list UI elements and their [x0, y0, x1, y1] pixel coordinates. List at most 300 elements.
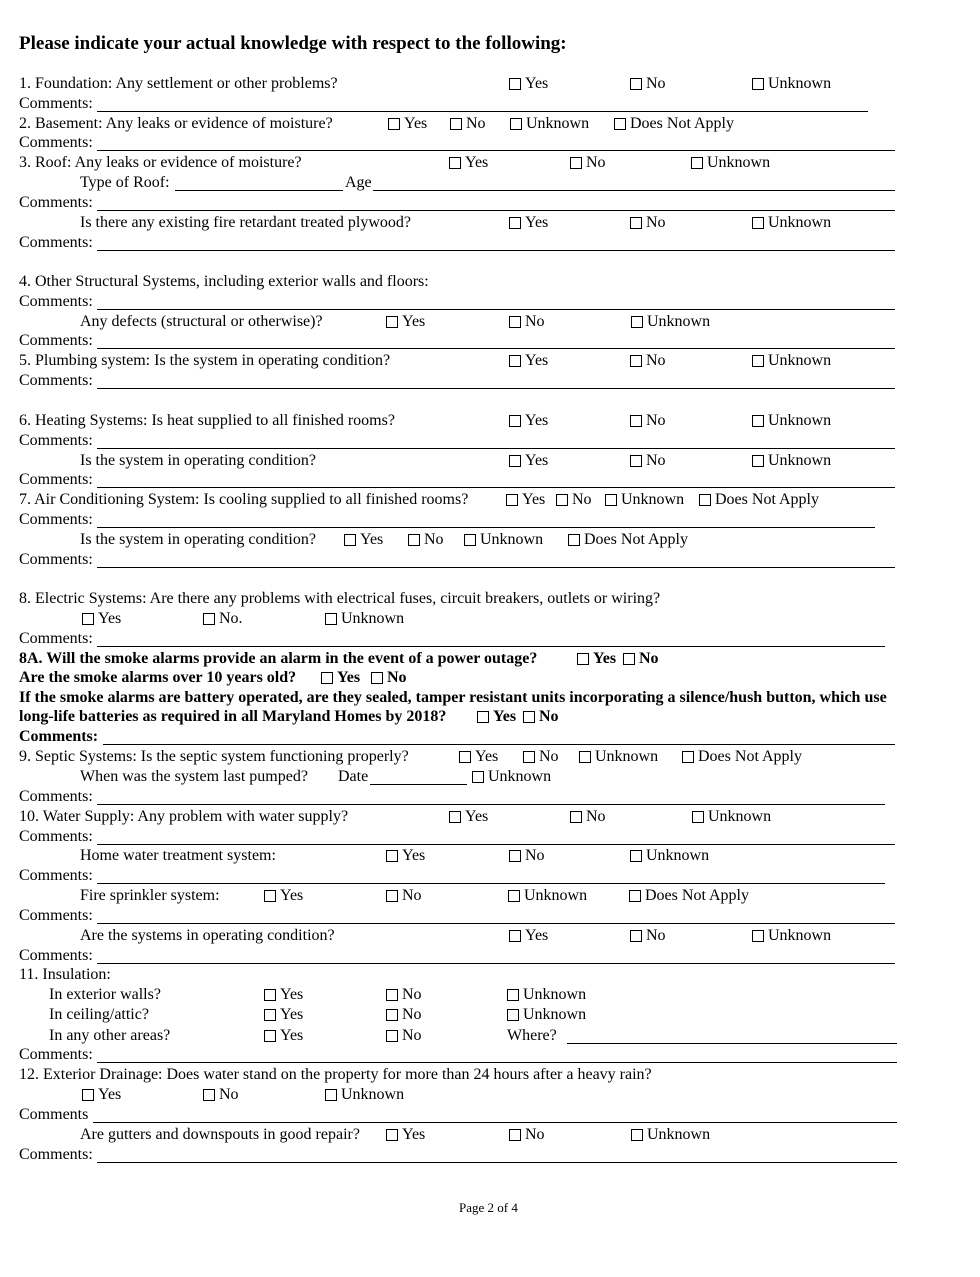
checkbox-icon[interactable]	[264, 989, 276, 1001]
q7-operating-question: Is the system in operating condition?	[80, 531, 316, 548]
checkbox-icon[interactable]	[752, 78, 764, 90]
checkbox-icon[interactable]	[477, 711, 489, 723]
checkbox-label: Yes	[525, 927, 549, 944]
q10-sprinkler-comments-line[interactable]	[97, 923, 895, 924]
q10-operating-question: Are the systems in operating condition?	[80, 927, 335, 944]
checkbox-label: Yes	[593, 650, 617, 667]
q4-defects-yes[interactable]	[386, 313, 425, 331]
q4-defects-unknown[interactable]	[631, 313, 710, 331]
q1-comments-line[interactable]	[97, 111, 868, 112]
checkbox-label: Yes	[475, 748, 499, 765]
q9-unknown[interactable]	[579, 748, 658, 766]
q3-type-of-roof-line[interactable]	[175, 190, 343, 191]
checkbox-label: No	[525, 313, 545, 330]
q10-operating-comments-label: Comments:	[19, 947, 93, 964]
checkbox-icon[interactable]	[752, 355, 764, 367]
q10-yes[interactable]	[449, 808, 488, 826]
checkbox-icon[interactable]	[371, 672, 383, 684]
checkbox-icon[interactable]	[386, 989, 398, 1001]
q8a-comments-line[interactable]	[103, 744, 895, 745]
q11-walls-no[interactable]	[386, 986, 422, 1004]
q3-age-line[interactable]	[373, 190, 895, 191]
q2-no[interactable]	[450, 115, 486, 133]
checkbox-icon[interactable]	[459, 751, 471, 763]
q6-question: 6. Heating Systems: Is heat supplied to all finished rooms?	[19, 412, 395, 429]
checkbox-icon[interactable]	[264, 1009, 276, 1021]
checkbox-icon[interactable]	[472, 771, 484, 783]
q8-comments-label: Comments:	[19, 630, 93, 647]
q9-comments-label: Comments:	[19, 788, 93, 805]
q7-comments-label: Comments:	[19, 511, 93, 528]
checkbox-icon[interactable]	[509, 355, 521, 367]
checkbox-label: No	[402, 887, 422, 904]
checkbox-label: Does Not Apply	[645, 887, 749, 904]
q3-plywood-comments-line[interactable]	[97, 250, 895, 251]
page-number: Page 2 of 4	[459, 1200, 518, 1215]
q4-question: 4. Other Structural Systems, including exterior walls and floors:	[19, 273, 429, 290]
checkbox-label: Does Not Apply	[584, 531, 688, 548]
checkbox-label: No.	[219, 610, 243, 627]
q10-treatment-unknown[interactable]	[630, 847, 709, 865]
q7-comments-line[interactable]	[97, 527, 875, 528]
checkbox-icon[interactable]	[570, 811, 582, 823]
checkbox-icon[interactable]	[630, 850, 642, 862]
q8a-age-no[interactable]	[371, 669, 407, 687]
checkbox-label: No	[387, 669, 407, 686]
q10-treatment-yes[interactable]	[386, 847, 425, 865]
q1-unknown[interactable]	[752, 75, 831, 93]
checkbox-icon[interactable]	[631, 316, 643, 328]
checkbox-label: Unknown	[524, 887, 588, 904]
checkbox-label: Yes	[280, 1006, 304, 1023]
q4-comments-line[interactable]	[97, 309, 895, 310]
q5-question: 5. Plumbing system: Is the system in operating condition?	[19, 352, 391, 369]
checkbox-icon[interactable]	[523, 711, 535, 723]
q12-gutters-comments-line[interactable]	[97, 1162, 897, 1163]
checkbox-icon[interactable]	[264, 1030, 276, 1042]
checkbox-label: Does Not Apply	[698, 748, 802, 765]
q10-treatment-no[interactable]	[509, 847, 545, 865]
checkbox-icon[interactable]	[507, 1009, 519, 1021]
checkbox-label: Unknown	[768, 412, 832, 429]
q7-operating-yes[interactable]	[344, 531, 383, 549]
q2-unknown[interactable]	[510, 115, 589, 133]
checkbox-label: No	[539, 748, 559, 765]
checkbox-label: Unknown	[768, 927, 832, 944]
checkbox-icon[interactable]	[577, 653, 589, 665]
checkbox-label: Unknown	[526, 115, 590, 132]
checkbox-icon[interactable]	[682, 751, 694, 763]
q11-other-label: In any other areas?	[49, 1027, 171, 1044]
q2-question: 2. Basement: Any leaks or evidence of moisture?	[19, 115, 333, 132]
q3-question: 3. Roof: Any leaks or evidence of moisture?	[19, 154, 302, 171]
checkbox-icon[interactable]	[509, 930, 521, 942]
q8a-age-yes[interactable]	[321, 669, 360, 687]
q5-no[interactable]	[630, 352, 666, 370]
q6-operating-no[interactable]	[630, 452, 666, 470]
q11-ceiling-unknown[interactable]	[507, 1006, 586, 1024]
q11-walls-label: In exterior walls?	[49, 986, 161, 1003]
q10-sprinkler-does-not-apply[interactable]	[629, 887, 749, 905]
checkbox-icon[interactable]	[508, 890, 520, 902]
q10-operating-unknown[interactable]	[752, 927, 831, 945]
q6-operating-yes[interactable]	[509, 452, 548, 470]
checkbox-icon[interactable]	[509, 1129, 521, 1141]
q4-defects-comments-line[interactable]	[97, 348, 895, 349]
checkbox-label: No	[525, 1126, 545, 1143]
checkbox-label: Unknown	[523, 1006, 587, 1023]
q6-comments-line[interactable]	[97, 448, 895, 449]
q1-yes[interactable]	[509, 75, 548, 93]
checkbox-icon[interactable]	[509, 316, 521, 328]
q12-gutters-comments-label: Comments:	[19, 1146, 93, 1163]
checkbox-icon[interactable]	[449, 811, 461, 823]
q11-comments-line[interactable]	[97, 1062, 897, 1063]
q10-treatment-question: Home water treatment system:	[80, 847, 276, 864]
checkbox-icon[interactable]	[630, 415, 642, 427]
checkbox-icon[interactable]	[692, 811, 704, 823]
checkbox-label: Yes	[280, 986, 304, 1003]
q8a-question-3: If the smoke alarms are battery operated, are they sealed, tamper resistant units incorporating a silence/hush button, which use	[19, 689, 887, 706]
checkbox-label: No	[646, 214, 666, 231]
q10-operating-yes[interactable]	[509, 927, 548, 945]
q10-sprinkler-question: Fire sprinkler system:	[80, 887, 220, 904]
q3-yes[interactable]	[449, 154, 488, 172]
q5-yes[interactable]	[509, 352, 548, 370]
checkbox-icon[interactable]	[630, 930, 642, 942]
checkbox-icon[interactable]	[506, 494, 518, 506]
q11-other-yes[interactable]	[264, 1027, 303, 1045]
q12-gutters-no[interactable]	[509, 1126, 545, 1144]
q6-operating-unknown[interactable]	[752, 452, 831, 470]
q10-treatment-comments-line[interactable]	[97, 883, 885, 884]
checkbox-label: Yes	[402, 847, 426, 864]
q3-plywood-no[interactable]	[630, 214, 666, 232]
checkbox-icon[interactable]	[509, 455, 521, 467]
q3-comments-line[interactable]	[97, 210, 895, 211]
checkbox-icon[interactable]	[509, 217, 521, 229]
checkbox-icon[interactable]	[509, 415, 521, 427]
checkbox-label: Yes	[280, 887, 304, 904]
q7-question: 7. Air Conditioning System: Is cooling supplied to all finished rooms?	[19, 491, 469, 508]
q2-yes[interactable]	[388, 115, 427, 133]
checkbox-icon[interactable]	[509, 850, 521, 862]
checkbox-label: Yes	[522, 491, 546, 508]
checkbox-label: Yes	[402, 313, 426, 330]
q4-defects-no[interactable]	[509, 313, 545, 331]
checkbox-icon[interactable]	[321, 672, 333, 684]
checkbox-icon[interactable]	[325, 613, 337, 625]
checkbox-icon[interactable]	[523, 751, 535, 763]
checkbox-icon[interactable]	[386, 316, 398, 328]
q8a-power-yes[interactable]	[577, 650, 616, 668]
q3-unknown[interactable]	[691, 154, 770, 172]
q11-ceiling-yes[interactable]	[264, 1006, 303, 1024]
q10-question: 10. Water Supply: Any problem with water supply?	[19, 808, 349, 825]
q4-defects-question: Any defects (structural or otherwise)?	[80, 313, 323, 330]
q11-where-label: Where?	[507, 1027, 557, 1044]
q9-pumped-unknown[interactable]	[472, 768, 551, 786]
q12-comments-line[interactable]	[93, 1122, 897, 1123]
q12-question: 12. Exterior Drainage: Does water stand on the property for more than 24 hours after a heavy rain?	[19, 1066, 652, 1083]
checkbox-label: Unknown	[341, 610, 405, 627]
checkbox-icon[interactable]	[386, 1009, 398, 1021]
checkbox-icon[interactable]	[570, 157, 582, 169]
q2-comments-label: Comments:	[19, 134, 93, 151]
checkbox-label: No	[539, 708, 559, 725]
q7-operating-no[interactable]	[408, 531, 444, 549]
checkbox-icon[interactable]	[386, 850, 398, 862]
checkbox-label: Unknown	[646, 847, 710, 864]
checkbox-icon[interactable]	[752, 455, 764, 467]
checkbox-icon[interactable]	[507, 989, 519, 1001]
checkbox-label: No	[402, 1006, 422, 1023]
checkbox-label: No	[639, 650, 659, 667]
q3-plywood-comments-label: Comments:	[19, 234, 93, 251]
checkbox-label: No	[586, 154, 606, 171]
q5-comments-line[interactable]	[97, 388, 895, 389]
checkbox-icon[interactable]	[510, 118, 522, 130]
checkbox-label: Unknown	[480, 531, 544, 548]
checkbox-label: Yes	[280, 1027, 304, 1044]
checkbox-icon[interactable]	[325, 1089, 337, 1101]
q8a-question-1: 8A. Will the smoke alarms provide an alarm in the event of a power outage?	[19, 650, 538, 667]
checkbox-label: Unknown	[341, 1086, 405, 1103]
q3-comments-label: Comments:	[19, 194, 93, 211]
q10-treatment-comments-label: Comments:	[19, 867, 93, 884]
q8-yes[interactable]	[82, 610, 121, 628]
checkbox-label: No	[466, 115, 486, 132]
q8a-battery-no[interactable]	[523, 708, 559, 726]
checkbox-icon[interactable]	[449, 157, 461, 169]
checkbox-icon[interactable]	[699, 494, 711, 506]
q9-date-label: Date	[338, 768, 369, 785]
checkbox-icon[interactable]	[203, 613, 215, 625]
checkbox-label: No	[424, 531, 444, 548]
q6-unknown[interactable]	[752, 412, 831, 430]
checkbox-label: No	[402, 986, 422, 1003]
q12-comments-label: Comments	[19, 1106, 89, 1123]
checkbox-icon[interactable]	[82, 613, 94, 625]
q7-no[interactable]	[556, 491, 592, 509]
q6-operating-comments-label: Comments:	[19, 471, 93, 488]
q1-no[interactable]	[630, 75, 666, 93]
q12-unknown[interactable]	[325, 1086, 404, 1104]
checkbox-label: Yes	[525, 452, 549, 469]
checkbox-label: Unknown	[621, 491, 685, 508]
checkbox-icon[interactable]	[614, 118, 626, 130]
q8a-question-4: long-life batteries as required in all Maryland Homes by 2018?	[19, 708, 447, 725]
checkbox-icon[interactable]	[386, 1030, 398, 1042]
checkbox-label: Yes	[98, 610, 122, 627]
q6-comments-label: Comments:	[19, 432, 93, 449]
checkbox-label: Yes	[525, 214, 549, 231]
checkbox-label: No	[572, 491, 592, 508]
q9-date-line[interactable]	[370, 784, 467, 785]
checkbox-icon[interactable]	[605, 494, 617, 506]
checkbox-icon[interactable]	[629, 890, 641, 902]
checkbox-icon[interactable]	[509, 78, 521, 90]
q10-operating-no[interactable]	[630, 927, 666, 945]
checkbox-icon[interactable]	[623, 653, 635, 665]
q2-comments-line[interactable]	[97, 150, 895, 151]
checkbox-icon[interactable]	[752, 930, 764, 942]
checkbox-label: Unknown	[523, 986, 587, 1003]
q5-comments-label: Comments:	[19, 372, 93, 389]
q8a-power-no[interactable]	[623, 650, 659, 668]
checkbox-label: Unknown	[595, 748, 659, 765]
q12-gutters-yes[interactable]	[386, 1126, 425, 1144]
q12-gutters-question: Are gutters and downspouts in good repair?	[80, 1126, 360, 1143]
q3-plywood-unknown[interactable]	[752, 214, 831, 232]
checkbox-icon[interactable]	[264, 890, 276, 902]
q11-comments-label: Comments:	[19, 1046, 93, 1063]
q8-comments-line[interactable]	[97, 646, 885, 647]
q6-operating-question: Is the system in operating condition?	[80, 452, 316, 469]
checkbox-label: Unknown	[768, 352, 832, 369]
checkbox-label: Yes	[493, 708, 517, 725]
q7-operating-unknown[interactable]	[464, 531, 543, 549]
checkbox-icon[interactable]	[752, 217, 764, 229]
checkbox-label: Does Not Apply	[715, 491, 819, 508]
checkbox-icon[interactable]	[630, 217, 642, 229]
checkbox-icon[interactable]	[203, 1089, 215, 1101]
q7-operating-comments-label: Comments:	[19, 551, 93, 568]
q8-unknown[interactable]	[325, 610, 404, 628]
q11-where-line[interactable]	[567, 1043, 897, 1044]
checkbox-icon[interactable]	[630, 355, 642, 367]
checkbox-icon[interactable]	[568, 534, 580, 546]
q7-yes[interactable]	[506, 491, 545, 509]
q9-yes[interactable]	[459, 748, 498, 766]
checkbox-label: Unknown	[647, 1126, 711, 1143]
q7-does-not-apply[interactable]	[699, 491, 819, 509]
checkbox-icon[interactable]	[630, 78, 642, 90]
q1-comments-label: Comments:	[19, 95, 93, 112]
q11-ceiling-label: In ceiling/attic?	[49, 1006, 149, 1023]
q3-plywood-yes[interactable]	[509, 214, 548, 232]
q11-other-no[interactable]	[386, 1027, 422, 1045]
q12-yes[interactable]	[82, 1086, 121, 1104]
q3-age-label: Age	[345, 174, 372, 191]
checkbox-icon[interactable]	[630, 455, 642, 467]
q9-does-not-apply[interactable]	[682, 748, 802, 766]
checkbox-label: Yes	[525, 352, 549, 369]
q10-sprinkler-unknown[interactable]	[508, 887, 587, 905]
q9-pumped-question: When was the system last pumped?	[80, 768, 308, 785]
page-title: Please indicate your actual knowledge with respect to the following:	[19, 33, 567, 54]
q3-plywood-question: Is there any existing fire retardant treated plywood?	[80, 214, 411, 231]
checkbox-label: Yes	[404, 115, 428, 132]
checkbox-icon[interactable]	[464, 534, 476, 546]
q10-operating-comments-line[interactable]	[97, 963, 895, 964]
q6-yes[interactable]	[509, 412, 548, 430]
checkbox-label: No	[646, 75, 666, 92]
checkbox-icon[interactable]	[344, 534, 356, 546]
checkbox-label: No	[646, 352, 666, 369]
checkbox-icon[interactable]	[82, 1089, 94, 1101]
checkbox-label: No	[646, 412, 666, 429]
q9-comments-line[interactable]	[97, 804, 885, 805]
checkbox-label: No	[586, 808, 606, 825]
checkbox-label: Unknown	[647, 313, 711, 330]
checkbox-label: No	[646, 452, 666, 469]
q10-unknown[interactable]	[692, 808, 771, 826]
checkbox-label: Yes	[360, 531, 384, 548]
checkbox-label: Unknown	[708, 808, 772, 825]
checkbox-label: Unknown	[768, 75, 832, 92]
checkbox-label: Yes	[337, 669, 361, 686]
checkbox-icon[interactable]	[388, 118, 400, 130]
checkbox-label: Unknown	[488, 768, 552, 785]
checkbox-label: Yes	[525, 412, 549, 429]
q5-unknown[interactable]	[752, 352, 831, 370]
checkbox-label: Yes	[402, 1126, 426, 1143]
q8a-battery-yes[interactable]	[477, 708, 516, 726]
checkbox-label: Yes	[525, 75, 549, 92]
checkbox-label: No	[646, 927, 666, 944]
q10-no[interactable]	[570, 808, 606, 826]
checkbox-icon[interactable]	[386, 1129, 398, 1141]
checkbox-label: Unknown	[707, 154, 771, 171]
q11-walls-unknown[interactable]	[507, 986, 586, 1004]
checkbox-label: Yes	[465, 808, 489, 825]
q10-comments-label: Comments:	[19, 828, 93, 845]
q6-no[interactable]	[630, 412, 666, 430]
q3-no[interactable]	[570, 154, 606, 172]
q7-operating-comments-line[interactable]	[97, 567, 895, 568]
q8-no[interactable]	[203, 610, 243, 628]
q8a-question-2: Are the smoke alarms over 10 years old?	[19, 669, 297, 686]
q3-type-of-roof-label: Type of Roof:	[80, 174, 170, 191]
q4-defects-comments-label: Comments:	[19, 332, 93, 349]
q2-does-not-apply[interactable]	[614, 115, 734, 133]
checkbox-icon[interactable]	[631, 1129, 643, 1141]
q11-walls-yes[interactable]	[264, 986, 303, 1004]
checkbox-icon[interactable]	[556, 494, 568, 506]
q11-ceiling-no[interactable]	[386, 1006, 422, 1024]
q7-unknown[interactable]	[605, 491, 684, 509]
q11-question: 11. Insulation:	[19, 966, 111, 983]
checkbox-label: Yes	[465, 154, 489, 171]
q1-question: 1. Foundation: Any settlement or other problems?	[19, 75, 338, 92]
q10-sprinkler-no[interactable]	[386, 887, 422, 905]
q10-sprinkler-yes[interactable]	[264, 887, 303, 905]
q12-gutters-unknown[interactable]	[631, 1126, 710, 1144]
q12-no[interactable]	[203, 1086, 239, 1104]
checkbox-label: Yes	[98, 1086, 122, 1103]
checkbox-icon[interactable]	[386, 890, 398, 902]
checkbox-label: No	[219, 1086, 239, 1103]
q4-comments-label: Comments:	[19, 293, 93, 310]
q10-comments-line[interactable]	[97, 844, 895, 845]
q9-question: 9. Septic Systems: Is the septic system functioning properly?	[19, 748, 409, 765]
q7-operating-does-not-apply[interactable]	[568, 531, 688, 549]
checkbox-icon[interactable]	[579, 751, 591, 763]
q9-no[interactable]	[523, 748, 559, 766]
checkbox-label: No	[402, 1027, 422, 1044]
checkbox-icon[interactable]	[408, 534, 420, 546]
checkbox-label: Unknown	[768, 214, 832, 231]
checkbox-icon[interactable]	[450, 118, 462, 130]
checkbox-label: Does Not Apply	[630, 115, 734, 132]
checkbox-label: No	[525, 847, 545, 864]
checkbox-icon[interactable]	[691, 157, 703, 169]
checkbox-icon[interactable]	[752, 415, 764, 427]
q10-sprinkler-comments-label: Comments:	[19, 907, 93, 924]
q8a-comments-label: Comments:	[19, 728, 99, 745]
q6-operating-comments-line[interactable]	[97, 487, 895, 488]
